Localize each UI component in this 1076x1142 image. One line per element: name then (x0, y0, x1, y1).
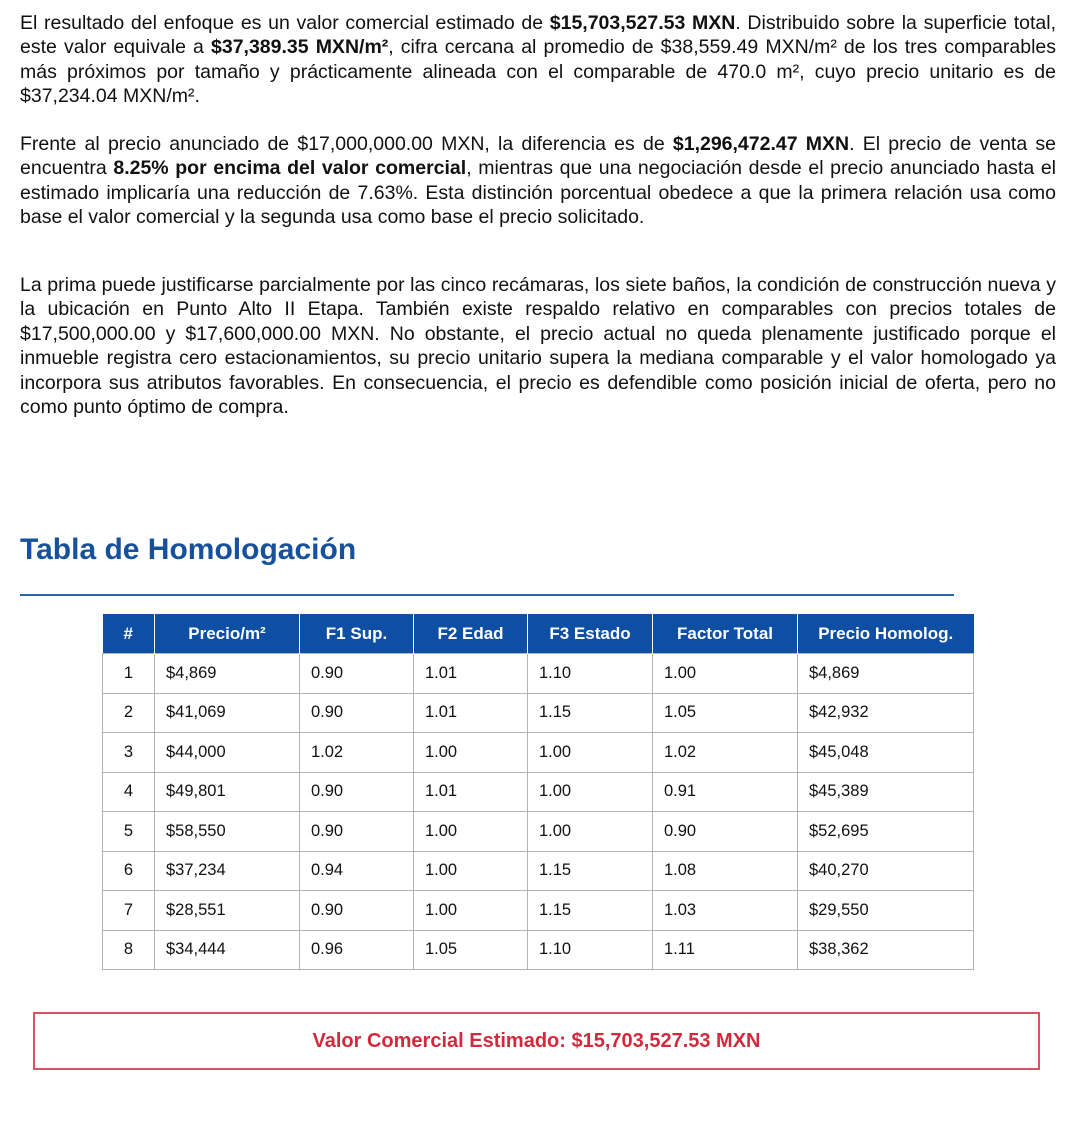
cell-f3-estado: 1.15 (528, 891, 653, 931)
cell-f1-sup: 1.02 (300, 733, 414, 773)
cell-index: 5 (103, 812, 155, 852)
header-f3-estado: F3 Estado (528, 614, 653, 654)
header-index: # (103, 614, 155, 654)
cell-f1-sup: 0.90 (300, 654, 414, 694)
cell-precio-homolog: $45,389 (798, 772, 974, 812)
valor-comercial-label: Valor Comercial Estimado: $15,703,527.53 MXN (312, 1029, 761, 1052)
header-factor-total: Factor Total (653, 614, 798, 654)
bold-text: $1,296,472.47 MXN (672, 133, 850, 155)
cell-index: 1 (103, 654, 155, 694)
text-run: , mientras que una negociación desde el precio anunciado hasta el estimado implicaría una reducción de 7.63%. Esta distinción porcentual obedece a que la primera relación usa como base el valor comercial y la segunda usa como base el precio solicitado. (20, 157, 1056, 229)
cell-precio-homolog: $29,550 (798, 891, 974, 931)
cell-f2-edad: 1.01 (414, 693, 528, 733)
cell-f3-estado: 1.00 (528, 772, 653, 812)
cell-index: 7 (103, 891, 155, 931)
cell-f2-edad: 1.00 (414, 851, 528, 891)
cell-precio-homolog: $42,932 (798, 693, 974, 733)
text-run: El resultado del enfoque es un valor comercial estimado de (20, 12, 550, 34)
cell-precio-homolog: $4,869 (798, 654, 974, 694)
cell-f2-edad: 1.01 (414, 772, 528, 812)
header-f2-edad: F2 Edad (414, 614, 528, 654)
table-row (103, 733, 974, 773)
table-row (103, 891, 974, 931)
table-row (103, 772, 974, 812)
cell-f3-estado: 1.00 (528, 812, 653, 852)
cell-factor-total: 1.08 (653, 851, 798, 891)
cell-factor-total: 0.90 (653, 812, 798, 852)
table-row (103, 654, 974, 694)
cell-index: 4 (103, 772, 155, 812)
cell-f3-estado: 1.00 (528, 733, 653, 773)
cell-f1-sup: 0.90 (300, 812, 414, 852)
cell-f1-sup: 0.90 (300, 772, 414, 812)
cell-f3-estado: 1.15 (528, 693, 653, 733)
table-row (103, 693, 974, 733)
homologation-table (102, 614, 974, 970)
bold-text: $15,703,527.53 MXN (549, 12, 736, 34)
table-body (103, 654, 974, 970)
valor-comercial-callout (33, 1012, 1040, 1070)
cell-f1-sup: 0.94 (300, 851, 414, 891)
text-run: La prima puede justificarse parcialmente por las cinco recámaras, los siete baños, la condición de construcción nueva y la ubicación en Punto Alto II Etapa. También existe respaldo relativo en comparables con precios totales de $17,500,000.00 y $17,600,000.00 MXN. No obstante, el precio actual no queda plenamente justificado porque el inmueble registra cero estacionamientos, su precio unitario supera la mediana comparable y el valor homologado ya incorpora sus atributos favorables. En consecuencia, el precio es defendible como posición inicial de oferta, pero no como punto óptimo de compra. (20, 274, 1056, 419)
paragraph-justificacion (20, 273, 1056, 419)
paragraph-precio-anunciado (20, 132, 1056, 230)
section-divider (20, 594, 954, 596)
cell-precio-m2: $58,550 (155, 812, 300, 852)
table-row (103, 930, 974, 970)
text-run: , cifra cercana al promedio de $38,559.49 MXN/m² de los tres comparables más próximos por tamaño y prácticamente alineada con el comparable de 470.0 m², cuyo precio unitario es de $37,234.04 MXN/m². (20, 36, 1056, 108)
cell-precio-homolog: $38,362 (798, 930, 974, 970)
cell-index: 6 (103, 851, 155, 891)
header-precio-m2: Precio/m² (155, 614, 300, 654)
paragraph-valor-comercial (20, 11, 1056, 109)
text-run: . Distribuido sobre la superficie total, este valor equivale a (20, 12, 1056, 59)
cell-factor-total: 1.11 (653, 930, 798, 970)
cell-f3-estado: 1.10 (528, 930, 653, 970)
cell-f3-estado: 1.15 (528, 851, 653, 891)
cell-precio-m2: $28,551 (155, 891, 300, 931)
cell-precio-m2: $34,444 (155, 930, 300, 970)
cell-index: 3 (103, 733, 155, 773)
cell-f1-sup: 0.90 (300, 693, 414, 733)
cell-factor-total: 0.91 (653, 772, 798, 812)
cell-precio-m2: $37,234 (155, 851, 300, 891)
bold-text: $37,389.35 MXN/m² (211, 36, 389, 59)
cell-f2-edad: 1.00 (414, 812, 528, 852)
cell-precio-homolog: $52,695 (798, 812, 974, 852)
cell-f2-edad: 1.00 (414, 733, 528, 773)
cell-f3-estado: 1.10 (528, 654, 653, 694)
section-title: Tabla de Homologación (20, 533, 357, 566)
cell-precio-m2: $49,801 (155, 772, 300, 812)
table-row (103, 851, 974, 891)
cell-factor-total: 1.05 (653, 693, 798, 733)
cell-f2-edad: 1.01 (414, 654, 528, 694)
cell-index: 2 (103, 693, 155, 733)
table-header-row (103, 614, 974, 654)
cell-f2-edad: 1.05 (414, 930, 528, 970)
table-row (103, 812, 974, 852)
header-precio-homolog: Precio Homolog. (798, 614, 974, 654)
cell-index: 8 (103, 930, 155, 970)
cell-precio-m2: $4,869 (155, 654, 300, 694)
cell-f1-sup: 0.90 (300, 891, 414, 931)
cell-factor-total: 1.02 (653, 733, 798, 773)
text-run: Frente al precio anunciado de $17,000,000.00 MXN, la diferencia es de (20, 133, 673, 155)
cell-precio-homolog: $45,048 (798, 733, 974, 773)
cell-precio-m2: $41,069 (155, 693, 300, 733)
cell-f2-edad: 1.00 (414, 891, 528, 931)
bold-text: 8.25% por encima del valor comercial (113, 157, 467, 180)
cell-factor-total: 1.00 (653, 654, 798, 694)
cell-precio-homolog: $40,270 (798, 851, 974, 891)
cell-factor-total: 1.03 (653, 891, 798, 931)
text-run: . El precio de venta se encuentra (20, 133, 1056, 180)
cell-f1-sup: 0.96 (300, 930, 414, 970)
header-f1-sup: F1 Sup. (300, 614, 414, 654)
cell-precio-m2: $44,000 (155, 733, 300, 773)
